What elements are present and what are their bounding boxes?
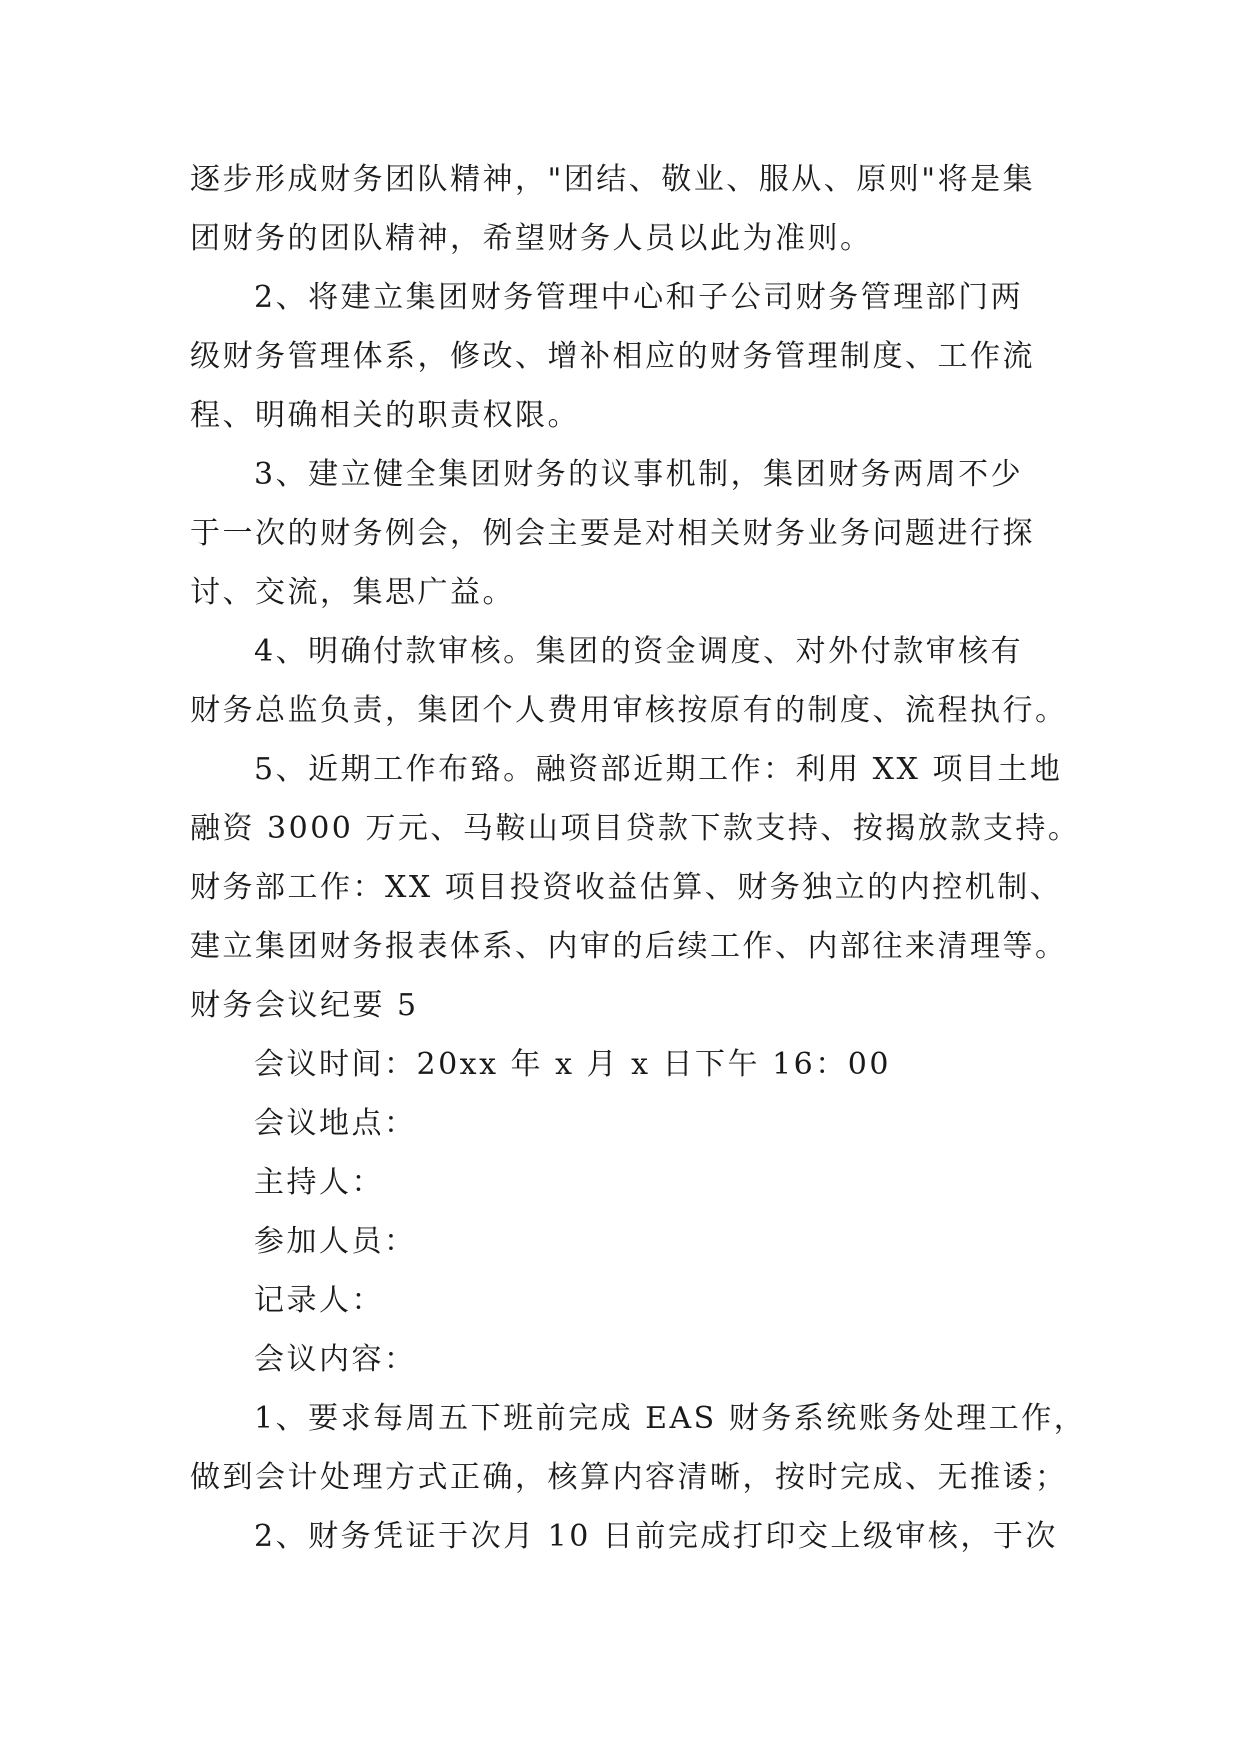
text-line: 做到会计处理方式正确，核算内容清晰，按时完成、无推诿； (190, 1460, 1068, 1495)
paragraph-item-2 (190, 268, 1050, 445)
text-line: 2、将建立集团财务管理中心和子公司财务管理部门两 (254, 280, 1024, 315)
content-item-2 (190, 1507, 1058, 1566)
text-line: 4、明确付款审核。集团的资金调度、对外付款审核有 (254, 634, 1024, 669)
text-line: 级财务管理体系，修改、增补相应的财务管理制度、工作流 (190, 339, 1035, 374)
section-title-text: 财务会议纪要 5 (190, 988, 419, 1023)
meeting-recorder (190, 1271, 1050, 1330)
meeting-place (190, 1094, 1050, 1153)
text-line: 财务部工作：XX 项目投资收益估算、财务独立的内控机制、 (190, 870, 1063, 905)
text-line: 逐步形成财务团队精神，"团结、敬业、服从、原则"将是集 (190, 162, 1036, 197)
paragraph-item-4 (190, 622, 1068, 740)
meeting-host (190, 1153, 1050, 1212)
paragraph-item-3 (190, 445, 1050, 622)
meeting-host-text: 主持人： (254, 1165, 384, 1200)
text-line: 3、建立健全集团财务的议事机制，集团财务两周不少 (254, 457, 1024, 492)
text-line: 讨、交流，集思广益。 (190, 575, 515, 610)
text-line: 1、要求每周五下班前完成 EAS 财务系统账务处理工作， (254, 1401, 1087, 1436)
paragraph-team-spirit (190, 150, 1050, 268)
meeting-recorder-text: 记录人： (254, 1283, 384, 1318)
meeting-content-label-text: 会议内容： (254, 1342, 417, 1377)
document-body (190, 150, 1087, 1566)
meeting-time-text: 会议时间：20xx 年 x 月 x 日下午 16：00 (254, 1047, 891, 1082)
paragraph-item-5 (190, 740, 1081, 976)
meeting-attendees-text: 参加人员： (254, 1224, 417, 1259)
meeting-attendees (190, 1212, 1050, 1271)
text-line: 建立集团财务报表体系、内审的后续工作、内部往来清理等。 (190, 929, 1068, 964)
meeting-time (190, 1035, 1050, 1094)
content-item-1 (190, 1389, 1087, 1507)
meeting-place-text: 会议地点： (254, 1106, 417, 1141)
text-line: 融资 3000 万元、马鞍山项目贷款下款支持、按揭放款支持。 (190, 811, 1081, 846)
text-line: 于一次的财务例会，例会主要是对相关财务业务问题进行探 (190, 516, 1035, 551)
text-line: 程、明确相关的职责权限。 (190, 398, 580, 433)
section-title (190, 976, 1050, 1035)
text-line: 2、财务凭证于次月 10 日前完成打印交上级审核，于次 (254, 1519, 1058, 1554)
text-line: 5、近期工作布臵。融资部近期工作：利用 XX 项目土地 (254, 752, 1063, 787)
text-line: 财务总监负责，集团个人费用审核按原有的制度、流程执行。 (190, 693, 1068, 728)
text-line: 团财务的团队精神，希望财务人员以此为准则。 (190, 221, 873, 256)
meeting-content-label (190, 1330, 1050, 1389)
